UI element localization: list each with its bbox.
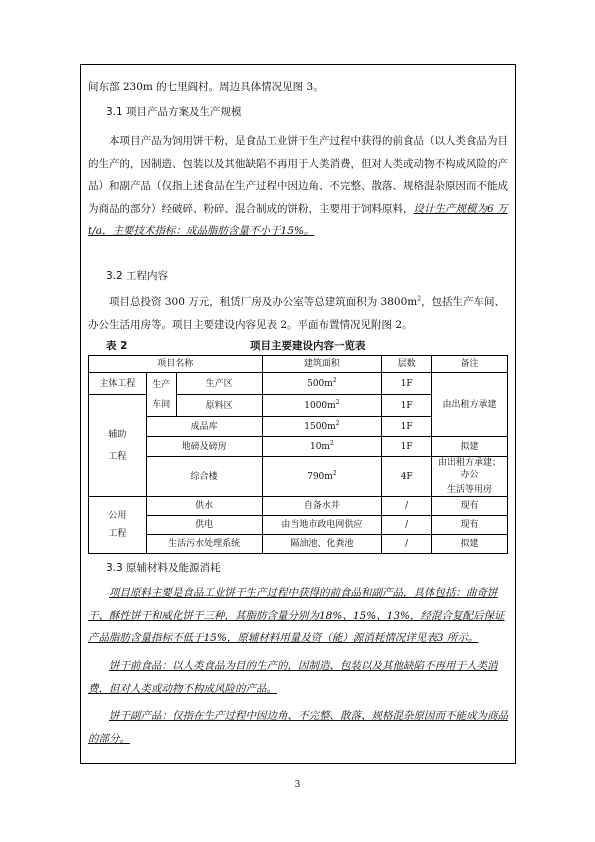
row-floors: 4F <box>382 457 432 497</box>
row-area: $10m^2$ <box>262 437 382 457</box>
intro-line: 间东部 230m 的七里阎村。周边具体情况见图 3。 <box>88 81 324 93</box>
construction-table <box>88 355 508 554</box>
header-name: 项目名称 <box>89 356 263 373</box>
row-note: 现有 <box>432 516 508 535</box>
group-production-workshop: 生产 车间 <box>146 373 176 417</box>
row-floors: 1F <box>382 437 432 457</box>
row-floors: 1F <box>382 417 432 437</box>
section-3-2-paragraph <box>88 291 509 336</box>
table-row <box>89 457 508 497</box>
row-name: 生活污水处理系统 <box>146 535 262 554</box>
table-row <box>89 373 508 395</box>
section-3-3-paragraph-2: 饼干前食品：以人类食品为目的生产的，因制造、包装以及其他缺陷不再用于人类消费，但对人类或动物不构成风险的产品。 <box>88 660 498 695</box>
row-note: 现有 <box>432 497 508 516</box>
table-row <box>89 535 508 554</box>
area-superscript: 2 <box>417 295 422 303</box>
table-row <box>89 437 508 457</box>
group-main: 主体工程 <box>89 373 147 395</box>
section-3-2-title: 3.2 工程内容 <box>106 270 169 282</box>
table-label: 表 2 <box>106 340 128 352</box>
row-area: $500m^2$ <box>262 373 382 395</box>
section-3-1-title: 3.1 项目产品方案及生产规模 <box>106 106 242 118</box>
row-area: $790m^2$ <box>262 457 382 497</box>
header-note: 备注 <box>432 356 508 373</box>
page-number: 3 <box>294 780 301 790</box>
group-auxiliary: 辅助 工程 <box>89 395 147 497</box>
row-note: 拟建 <box>432 437 508 457</box>
row-name: 生产区 <box>176 373 262 395</box>
table-row <box>89 516 508 535</box>
section-3-2-text-a: 项目总投资 300 万元，租赁厂房及办公室等总建筑面积为 3800m <box>109 296 418 308</box>
note-rent-merged: 由出租方承建 <box>432 373 508 437</box>
section-3-1-text: 本项目产品为饲用饼干粉，是食品工业饼干生产过程中获得的前食品（以人类食品为目的生产的，因制造、包装以及其他缺陷不再用于人类消费，但对人类或动物不构成风险的产品）和副产品（仅指上述食品在生产过程中因边角、不完整、散落、规格混杂原因而不能成为商品的部分）经破碎、粉碎、混合制成的饼粉，主要用于饲料原料， <box>88 135 508 215</box>
section-3-1-italic-text: 设计生产规模为6 万t/a，主要技术指标：成品脂肪含量不小于15%。 <box>88 202 508 238</box>
row-name: 地磅及磅房 <box>146 437 262 457</box>
row-floors: 1F <box>382 373 432 395</box>
group-public: 公用 工程 <box>89 497 147 554</box>
row-floors: 1F <box>382 395 432 417</box>
header-area: 建筑面积 <box>262 356 382 373</box>
section-3-3-paragraph-1: 项目原料主要是食品工业饼干生产过程中获得的前食品和副产品，具体包括：曲奇饼干、酥性饼干和威化饼干三种，其脂肪含量分别为18%、15%、13%，经混合复配后保证产品脂肪含量指标不低于15%，原辅材料用量及资（能）源消耗情况详见表3 所示。 <box>88 587 505 645</box>
section-3-3-title: 3.3 原辅材料及能源消耗 <box>106 562 221 574</box>
row-area: 由当地市政电网供应 <box>262 516 382 535</box>
section-3-1-paragraph <box>88 130 509 243</box>
row-name: 综合楼 <box>146 457 262 497</box>
row-area: $1000m^2$ <box>262 395 382 417</box>
row-area: 隔油池、化粪池 <box>262 535 382 554</box>
section-3-2-text-b: ，包括生产车间、办公生活用房等。项目主要建设内容见表 2。平面布置情况见附图 2。 <box>88 296 506 331</box>
row-name: 成品库 <box>146 417 262 437</box>
row-floors: / <box>382 516 432 535</box>
row-name: 原料区 <box>176 395 262 417</box>
table-row <box>89 497 508 516</box>
table-title: 项目主要建设内容一览表 <box>250 340 366 352</box>
row-name: 供电 <box>146 516 262 535</box>
row-floors: / <box>382 535 432 554</box>
row-area: 自备水井 <box>262 497 382 516</box>
row-note: 由出租方承建；办公 生活等用房 <box>432 457 508 497</box>
table-header-row <box>89 356 508 373</box>
row-area: $1500m^2$ <box>262 417 382 437</box>
section-3-3-paragraph-3: 饼干副产品：仅指在生产过程中因边角、不完整、散落、规格混杂原因而不能成为商品的部分。 <box>88 710 508 745</box>
header-floors: 层数 <box>382 356 432 373</box>
row-name: 供水 <box>146 497 262 516</box>
row-note: 拟建 <box>432 535 508 554</box>
row-floors: / <box>382 497 432 516</box>
